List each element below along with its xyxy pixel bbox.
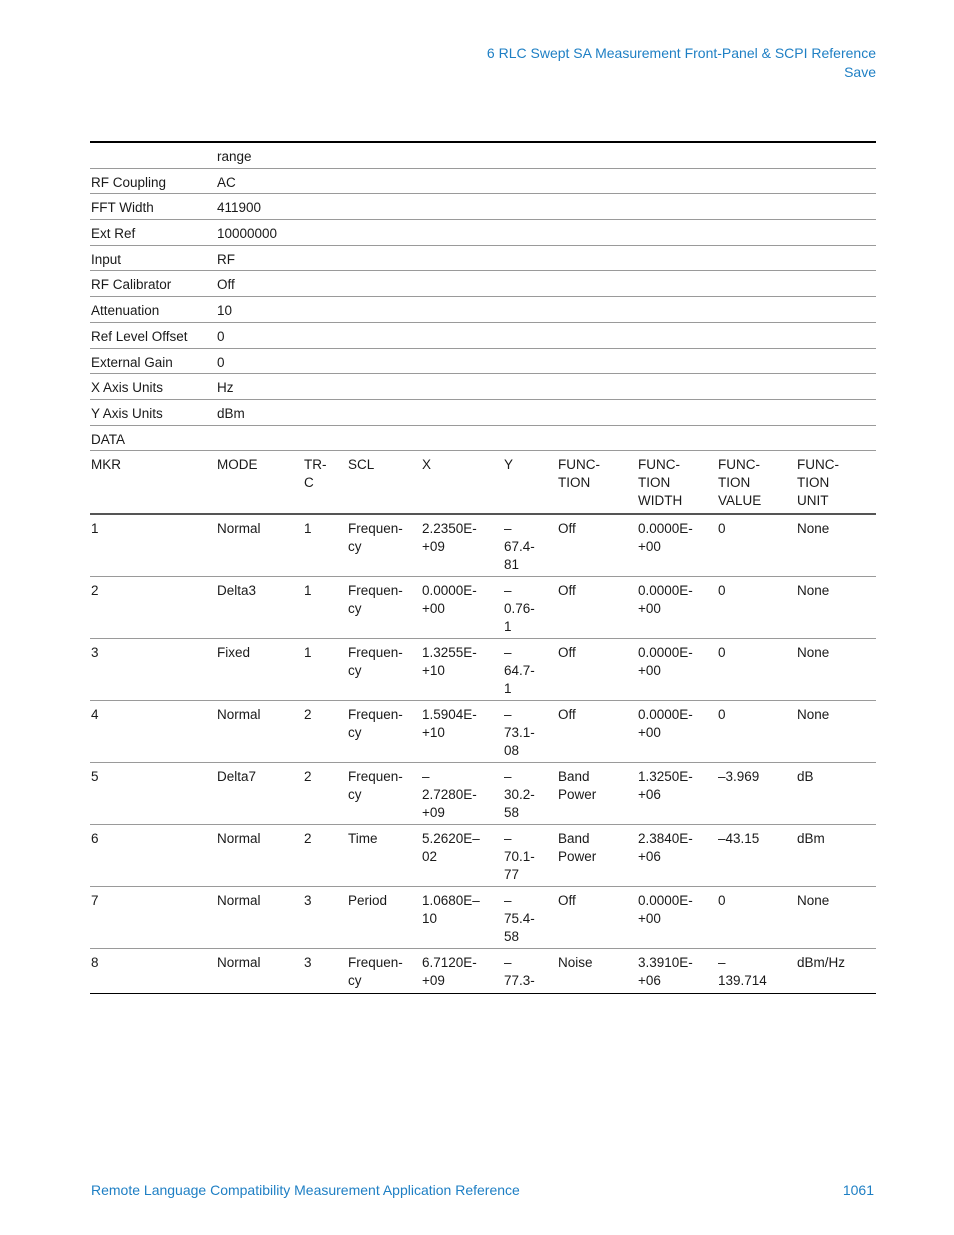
table-cell: – 139.714 [718, 955, 767, 989]
table-cell: 0 [718, 707, 726, 723]
table-cell: 1.3255E- +10 [422, 645, 477, 679]
table-cell: 0 [718, 893, 726, 909]
setting-value: dBm [217, 405, 245, 421]
table-cell: – 0.76- 1 [504, 583, 535, 635]
table-cell: 3 [304, 893, 312, 909]
table-cell: – 2.7280E- +09 [422, 769, 477, 821]
table-cell: 0.0000E- +00 [638, 645, 693, 679]
table-cell: 3.3910E- +06 [638, 955, 693, 989]
setting-value: 10000000 [217, 226, 278, 242]
table-cell: 0 [718, 583, 726, 599]
table-cell: 4 [91, 707, 99, 723]
setting-value: Off [217, 277, 235, 293]
column-header: X [422, 457, 432, 473]
column-header: FUNC- TION WIDTH [638, 457, 683, 509]
table-cell: None [797, 583, 830, 599]
table-cell: 2 [91, 583, 99, 599]
table-cell: Normal [217, 831, 261, 847]
setting-value: Hz [217, 380, 234, 396]
running-header [487, 44, 876, 82]
table-cell: dB [797, 769, 814, 785]
table-cell: Off [558, 521, 576, 537]
setting-label: Ref Level Offset [91, 328, 188, 344]
setting-label: RF Coupling [91, 174, 167, 190]
table-cell: 5.2620E– 02 [422, 831, 480, 865]
table-cell: Off [558, 707, 576, 723]
column-header: MODE [217, 457, 258, 473]
settings-row [90, 169, 876, 195]
setting-label: Attenuation [91, 303, 160, 319]
setting-label: FFT Width [91, 200, 154, 216]
table-cell: dBm/Hz [797, 955, 846, 971]
table-cell: 3 [304, 955, 312, 971]
table-cell: Normal [217, 521, 261, 537]
table-cell: 0.0000E- +00 [638, 583, 693, 617]
marker-row [90, 639, 876, 701]
table-cell: – 30.2- 58 [504, 769, 535, 821]
table-cell: Frequen- cy [348, 521, 403, 555]
table-cell: Off [558, 893, 576, 909]
table-cell: Frequen- cy [348, 645, 403, 679]
marker-row [90, 701, 876, 763]
table-cell: 1 [304, 645, 312, 661]
page-footer [91, 1182, 874, 1198]
column-header: FUNC- TION UNIT [797, 457, 839, 509]
setting-value: 0 [217, 328, 225, 344]
table-cell: Noise [558, 955, 593, 971]
settings-row [90, 194, 876, 220]
settings-row [90, 426, 876, 452]
table-cell: 5 [91, 769, 99, 785]
table-cell: Normal [217, 893, 261, 909]
document-title: Remote Language Compatibility Measurement Application Reference [91, 1182, 520, 1198]
table-cell: 2 [304, 769, 312, 785]
table-cell: –43.15 [718, 831, 760, 847]
page-number: 1061 [842, 1182, 874, 1198]
column-header: TR- C [304, 457, 327, 491]
table-cell: – 64.7- 1 [504, 645, 535, 697]
table-cell: Frequen- cy [348, 769, 403, 803]
table-cell: 3 [91, 645, 99, 661]
setting-value: RF [217, 251, 235, 267]
table-cell: 0 [718, 645, 726, 661]
table-cell: Band Power [558, 769, 597, 803]
table-cell: 1.0680E– 10 [422, 893, 480, 927]
settings-row [90, 400, 876, 426]
table-cell: None [797, 893, 830, 909]
table-cell: Normal [217, 955, 261, 971]
marker-row [90, 763, 876, 825]
marker-row [90, 577, 876, 639]
table-cell: 2 [304, 831, 312, 847]
table-cell: Frequen- cy [348, 955, 403, 989]
table-cell: None [797, 707, 830, 723]
table-cell: 1.3250E- +06 [638, 769, 693, 803]
section-title: Save [844, 64, 876, 80]
table-cell: –3.969 [718, 769, 760, 785]
table-cell: – 70.1- 77 [504, 831, 535, 883]
settings-row [90, 246, 876, 272]
settings-row [90, 374, 876, 400]
table-cell: – 67.4- 81 [504, 521, 535, 573]
table-cell: 8 [91, 955, 99, 971]
setting-label: X Axis Units [91, 380, 164, 396]
table-cell: Band Power [558, 831, 597, 865]
setting-label: External Gain [91, 354, 173, 370]
table-cell: Time [348, 831, 378, 847]
table-cell: 1 [304, 583, 312, 599]
marker-row [90, 887, 876, 949]
table-cell: Off [558, 645, 576, 661]
chapter-title: 6 RLC Swept SA Measurement Front-Panel & SCPI Reference [486, 45, 876, 61]
settings-row [90, 143, 876, 169]
table-cell: Fixed [217, 645, 251, 661]
table-cell: 2 [304, 707, 312, 723]
table-cell: 0.0000E- +00 [422, 583, 477, 617]
table-cell: None [797, 521, 830, 537]
table-cell: 0.0000E- +00 [638, 893, 693, 927]
table-cell: None [797, 645, 830, 661]
table-cell: Normal [217, 707, 261, 723]
table-cell: 1.5904E- +10 [422, 707, 477, 741]
setting-value: range [217, 149, 252, 164]
column-header: SCL [348, 457, 375, 473]
table-cell: 0.0000E- +00 [638, 521, 693, 555]
settings-row [90, 271, 876, 297]
column-header: FUNC- TION [558, 457, 600, 491]
table-cell: 1 [304, 521, 312, 537]
column-header-row [90, 451, 876, 515]
table-cell: 6.7120E- +09 [422, 955, 477, 989]
setting-value: AC [217, 174, 236, 190]
table-cell: 0.0000E- +00 [638, 707, 693, 741]
settings-row [90, 220, 876, 246]
table-cell: 0 [718, 521, 726, 537]
settings-row [90, 323, 876, 349]
table-cell: Frequen- cy [348, 583, 403, 617]
table-cell: 7 [91, 893, 99, 909]
table-cell: 2.3840E- +06 [638, 831, 693, 865]
settings-row [90, 297, 876, 323]
table-cell: 2.2350E- +09 [422, 521, 477, 555]
table-cell: Period [348, 893, 388, 909]
setting-value: 411900 [217, 200, 262, 216]
marker-table [90, 141, 876, 994]
marker-row [90, 949, 876, 994]
column-header: MKR [91, 457, 121, 473]
table-cell: – 77.3- [504, 955, 535, 989]
setting-label: RF Calibrator [91, 277, 172, 293]
table-cell: Delta3 [217, 583, 257, 599]
table-cell: dBm [797, 831, 825, 847]
column-header: FUNC- TION VALUE [718, 457, 762, 509]
setting-value: 0 [217, 354, 225, 370]
setting-label: Y Axis Units [91, 405, 163, 421]
setting-value: 10 [217, 303, 233, 319]
marker-row [90, 825, 876, 887]
setting-label: Input [91, 251, 122, 267]
table-cell: Off [558, 583, 576, 599]
setting-label: Ext Ref [91, 226, 136, 242]
table-cell: – 73.1- 08 [504, 707, 535, 759]
table-cell: 1 [91, 521, 99, 537]
setting-label: DATA [91, 431, 126, 447]
table-cell: Frequen- cy [348, 707, 403, 741]
column-header: Y [504, 457, 514, 473]
settings-row [90, 349, 876, 375]
table-cell: Delta7 [217, 769, 257, 785]
table-cell: – 75.4- 58 [504, 893, 535, 945]
marker-row [90, 515, 876, 577]
table-cell: 6 [91, 831, 99, 847]
